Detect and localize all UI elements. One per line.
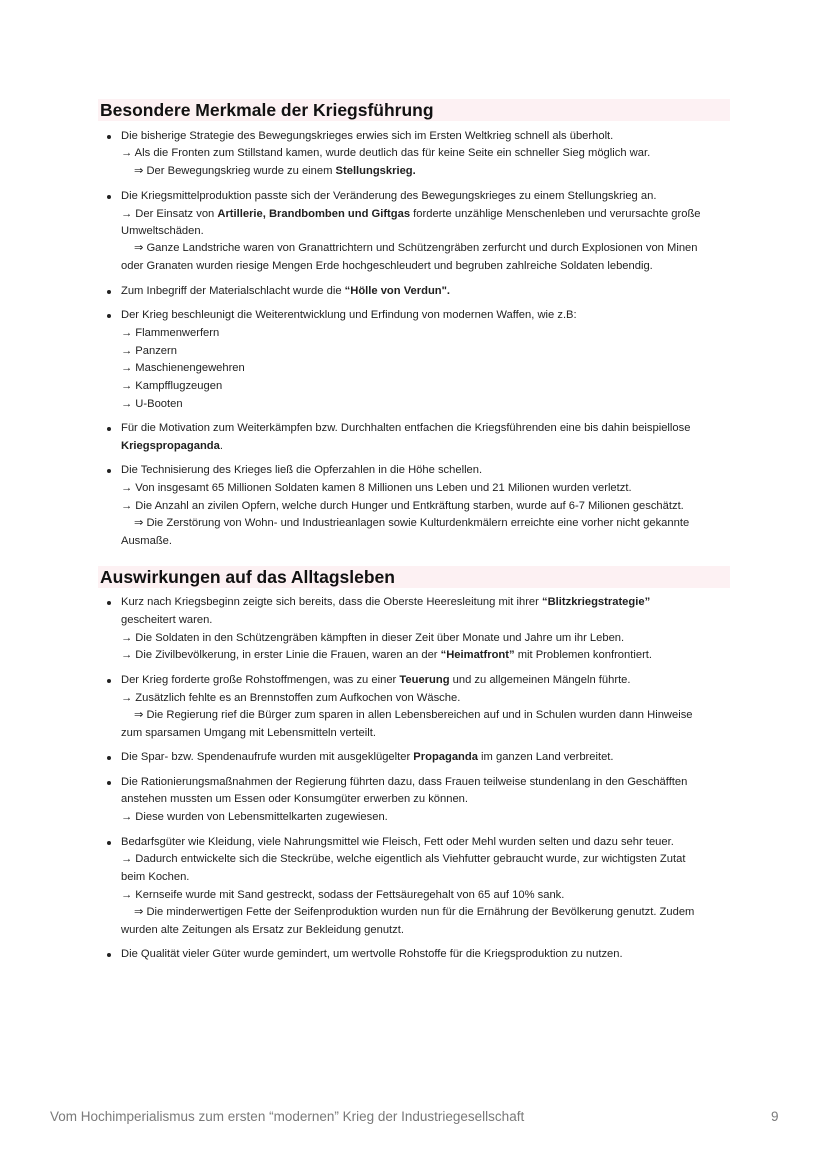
text-span: → Kernseife wurde mit Sand gestreckt, sodass der Fettsäuregehalt von 65 auf 10% sank. [121,889,565,901]
page-number: 9 [771,1109,779,1124]
text-span: → Zusätzlich fehlte es an Brennstoffen zum Aufkochen von Wäsche. [121,692,461,704]
text-span: → Als die Fronten zum Stillstand kamen, wurde deutlich das für keine Seite ein schneller Sieg möglich war. [121,147,651,159]
bold-text: Kriegspropaganda [121,440,220,452]
text-line [121,887,564,904]
text-span: Die Qualität vieler Güter wurde gemindert, um wertvolle Rohstoffe für die Kriegsproduktion zu nutzen. [121,948,623,960]
text-span: → Diese wurden von Lebensmittelkarten zugewiesen. [121,811,388,823]
text-span: Für die Motivation zum Weiterkämpfen bzw. Durchhalten entfachen die Kriegsführenden eine bis dahin beispiellose [121,422,691,434]
text-span: mit Problemen konfrontiert. [514,649,653,661]
bold-text: “Blitzkriegstrategie” [541,596,651,608]
text-line [134,707,693,724]
bold-text: Stellungskrieg. [335,165,416,177]
footer-title: Vom Hochimperialismus zum ersten “modernen” Krieg der Industriegesellschaft [50,1109,525,1124]
text-span: im ganzen Land verbreitet. [477,751,614,763]
text-span: anstehen mussten um Essen oder Konsumgüter erwerben zu können. [121,793,469,805]
text-line [121,498,684,515]
text-span: → Die Zivilbevölkerung, in erster Linie die Frauen, waren an der [121,649,441,661]
text-span: → Dadurch entwickelte sich die Steckrübe, welche eigentlich als Viehfutter gebraucht wurde, zur wichtigsten Zutat [121,853,686,865]
text-span: Die Kriegsmittelproduktion passte sich der Veränderung des Bewegungskrieges zu einem Stellungskrieg an. [121,190,657,202]
text-span: gescheitert waren. [121,614,213,626]
bold-text: “Hölle von Verdun". [344,285,451,297]
text-line [121,396,183,413]
section-heading-alltagsleben: Auswirkungen auf das Alltagsleben [98,566,730,588]
text-span: forderte unzählige Menschenleben und verursachte große [410,208,701,220]
bullet-point [121,307,577,324]
text-line [121,630,624,647]
text-line [121,325,219,342]
bold-text: Teuerung [399,674,450,686]
text-line [121,206,701,223]
text-span: → Kampfflugzeugen [121,380,223,392]
text-line [134,515,689,532]
bullet-point [121,774,687,791]
text-span: Der Krieg forderte große Rohstoffmengen, was zu einer [121,674,400,686]
text-line [121,690,460,707]
text-line [121,378,222,395]
text-span: . [219,440,223,452]
bullet-point [121,128,613,145]
bullet-point [121,594,650,611]
section-heading-kriegsfuehrung: Besondere Merkmale der Kriegsführung [98,99,730,121]
text-span: → Von insgesamt 65 Millionen Soldaten kamen 8 Millionen uns Leben und 21 Milionen wurden verletzt. [121,482,632,494]
bold-text: Propaganda [413,751,478,763]
bullet-point [121,420,690,437]
text-span: Die Technisierung des Krieges ließ die Opferzahlen in die Höhe schellen. [121,464,483,476]
text-span: wurden alte Zeitungen als Ersatz zur Bekleidung genutzt. [121,924,404,936]
bullet-point [121,749,614,766]
text-span: Kurz nach Kriegsbeginn zeigte sich bereits, dass die Oberste Heeresleitung mit ihrer [121,596,542,608]
text-span: → Panzern [121,345,177,357]
text-span: ⇒ Die Zerstörung von Wohn- und Industrieanlagen sowie Kulturdenkmälern erreichte eine vorher nicht gekannte [134,517,690,529]
text-line [121,438,223,455]
text-span: → Die Soldaten in den Schützengräben kämpften in dieser Zeit über Monate und Jahre um ihr Leben. [121,632,625,644]
text-span: ⇒ Die Regierung rief die Bürger zum sparen in allen Lebensbereichen auf und in Schulen wurden dann Hinweise [134,709,693,721]
text-span: und zu allgemeinen Mängeln führte. [449,674,631,686]
text-span: Die bisherige Strategie des Bewegungskrieges erwies sich im Ersten Weltkrieg schnell als überholt. [121,130,614,142]
text-line [121,223,204,240]
text-line [134,904,694,921]
text-span: zum sparsamen Umgang mit Lebensmitteln verteilt. [121,727,376,739]
text-span: ⇒ Die minderwertigen Fette der Seifenproduktion wurden nun für die Ernährung der Bevölkerung genutzt. Zudem [134,906,695,918]
bullet-point [121,283,450,300]
text-span: ⇒ Ganze Landstriche waren von Granattrichtern und Schützengräben zerfurcht und durch Explosionen von Minen [134,242,698,254]
text-line [121,809,388,826]
text-line [121,533,172,550]
text-line [121,145,650,162]
text-span: Ausmaße. [121,535,172,547]
bold-text: Artillerie, Brandbomben und Giftgas [217,208,411,220]
text-span: oder Granaten wurden riesige Mengen Erde hochgeschleudert und begruben zahlreiche Soldaten lebendig. [121,260,653,272]
text-span: beim Kochen. [121,871,190,883]
text-line [134,163,416,180]
text-span: Die Rationierungsmaßnahmen der Regierung führten dazu, dass Frauen teilweise stundenlang in den Geschäfften [121,776,688,788]
text-span: ⇒ Der Bewegungskrieg wurde zu einem [134,165,336,177]
text-line [134,240,697,257]
bullet-point [121,834,674,851]
text-line [121,922,404,939]
text-span: Der Krieg beschleunigt die Weiterentwicklung und Erfindung von modernen Waffen, wie z.B: [121,309,577,321]
text-line [121,725,376,742]
text-span: Zum Inbegriff der Materialschlacht wurde die [121,285,345,297]
text-line [121,360,245,377]
bullet-point [121,462,482,479]
text-line [121,612,212,629]
text-span: → Die Anzahl an zivilen Opfern, welche durch Hunger und Entkräftung starben, wurde auf 6-7 Milionen geschätzt. [121,500,684,512]
bullet-point [121,672,631,689]
text-line [121,343,177,360]
bullet-point [121,946,623,963]
text-line [121,647,652,664]
text-span: → Maschienengewehren [121,362,245,374]
bold-text: “Heimatfront” [440,649,515,661]
text-span: Bedarfsgüter wie Kleidung, viele Nahrungsmittel wie Fleisch, Fett oder Mehl wurden selten und dazu sehr teuer. [121,836,674,848]
text-line [121,480,632,497]
text-span: → Der Einsatz von [121,208,218,220]
bullet-point [121,188,656,205]
text-span: → Flammenwerfern [121,327,220,339]
text-line [121,851,685,868]
text-line [121,869,189,886]
text-span: → U-Booten [121,398,183,410]
text-span: Umweltschäden. [121,225,204,237]
text-span: Die Spar- bzw. Spendenaufrufe wurden mit ausgeklügelter [121,751,414,763]
text-line [121,791,468,808]
text-line [121,258,653,275]
